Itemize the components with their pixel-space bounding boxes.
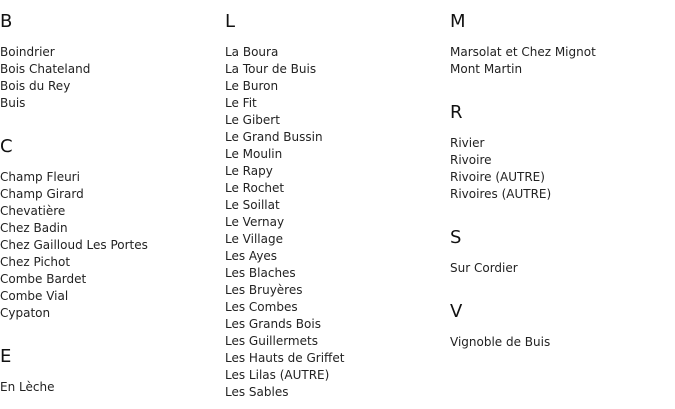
- list-item[interactable]: Les Guillermets: [225, 334, 318, 348]
- list-item[interactable]: Les Ayes: [225, 249, 278, 263]
- section-letter: E: [0, 346, 12, 367]
- item-list: [0, 169, 148, 322]
- list-item[interactable]: La Tour de Buis: [225, 62, 317, 76]
- list-item[interactable]: Bois Chateland: [0, 62, 91, 76]
- list-item[interactable]: En Lèche: [0, 380, 55, 394]
- item-list: [450, 135, 551, 203]
- item-list: [450, 44, 596, 78]
- list-item[interactable]: Rivoire: [450, 153, 492, 167]
- item-list: [450, 260, 518, 277]
- section-letter: C: [0, 136, 13, 157]
- list-item[interactable]: Le Grand Bussin: [225, 130, 323, 144]
- list-item[interactable]: Le Fit: [225, 96, 257, 110]
- item-list: [0, 379, 54, 396]
- list-item[interactable]: Le Buron: [225, 79, 279, 93]
- list-item[interactable]: Le Village: [225, 232, 283, 246]
- list-item[interactable]: Le Moulin: [225, 147, 283, 161]
- list-item[interactable]: Mont Martin: [450, 62, 523, 76]
- list-item[interactable]: Le Rochet: [225, 181, 285, 195]
- item-list: [0, 44, 90, 112]
- section-letter: M: [450, 11, 466, 32]
- list-item[interactable]: Rivoire (AUTRE): [450, 170, 545, 184]
- list-item[interactable]: Les Bruyères: [225, 283, 303, 297]
- item-list: [225, 44, 344, 401]
- list-item[interactable]: Marsolat et Chez Mignot: [450, 45, 596, 59]
- list-item[interactable]: Sur Cordier: [450, 261, 518, 275]
- list-item[interactable]: Chez Pichot: [0, 255, 71, 269]
- list-item[interactable]: Combe Bardet: [0, 272, 87, 286]
- list-item[interactable]: Boindrier: [0, 45, 55, 59]
- list-item[interactable]: Les Blaches: [225, 266, 296, 280]
- list-item[interactable]: Le Rapy: [225, 164, 273, 178]
- section-letter: B: [0, 11, 13, 32]
- list-item[interactable]: Le Gibert: [225, 113, 280, 127]
- section-letter: L: [225, 11, 236, 32]
- list-item[interactable]: Chevatière: [0, 204, 66, 218]
- list-item[interactable]: Les Lilas (AUTRE): [225, 368, 330, 382]
- list-item[interactable]: Le Vernay: [225, 215, 285, 229]
- section-letter: S: [450, 227, 462, 248]
- list-item[interactable]: Bois du Rey: [0, 79, 71, 93]
- list-item[interactable]: Chez Gailloud Les Portes: [0, 238, 148, 252]
- list-item[interactable]: Rivier: [450, 136, 485, 150]
- list-item[interactable]: Cypaton: [0, 306, 51, 320]
- list-item[interactable]: Chez Badin: [0, 221, 68, 235]
- list-item[interactable]: Les Grands Bois: [225, 317, 321, 331]
- item-list: [450, 334, 550, 351]
- list-item[interactable]: Les Hauts de Griffet: [225, 351, 345, 365]
- list-item[interactable]: Champ Girard: [0, 187, 84, 201]
- list-item[interactable]: Rivoires (AUTRE): [450, 187, 552, 201]
- list-item[interactable]: Combe Vial: [0, 289, 69, 303]
- section-letter: R: [450, 102, 463, 123]
- list-item[interactable]: Buis: [0, 96, 26, 110]
- list-item[interactable]: Les Combes: [225, 300, 298, 314]
- list-item[interactable]: Champ Fleuri: [0, 170, 80, 184]
- list-item[interactable]: Le Soillat: [225, 198, 280, 212]
- list-item[interactable]: Vignoble de Buis: [450, 335, 551, 349]
- list-item[interactable]: Les Sables: [225, 385, 289, 399]
- section-letter: V: [450, 301, 463, 322]
- list-item[interactable]: La Boura: [225, 45, 279, 59]
